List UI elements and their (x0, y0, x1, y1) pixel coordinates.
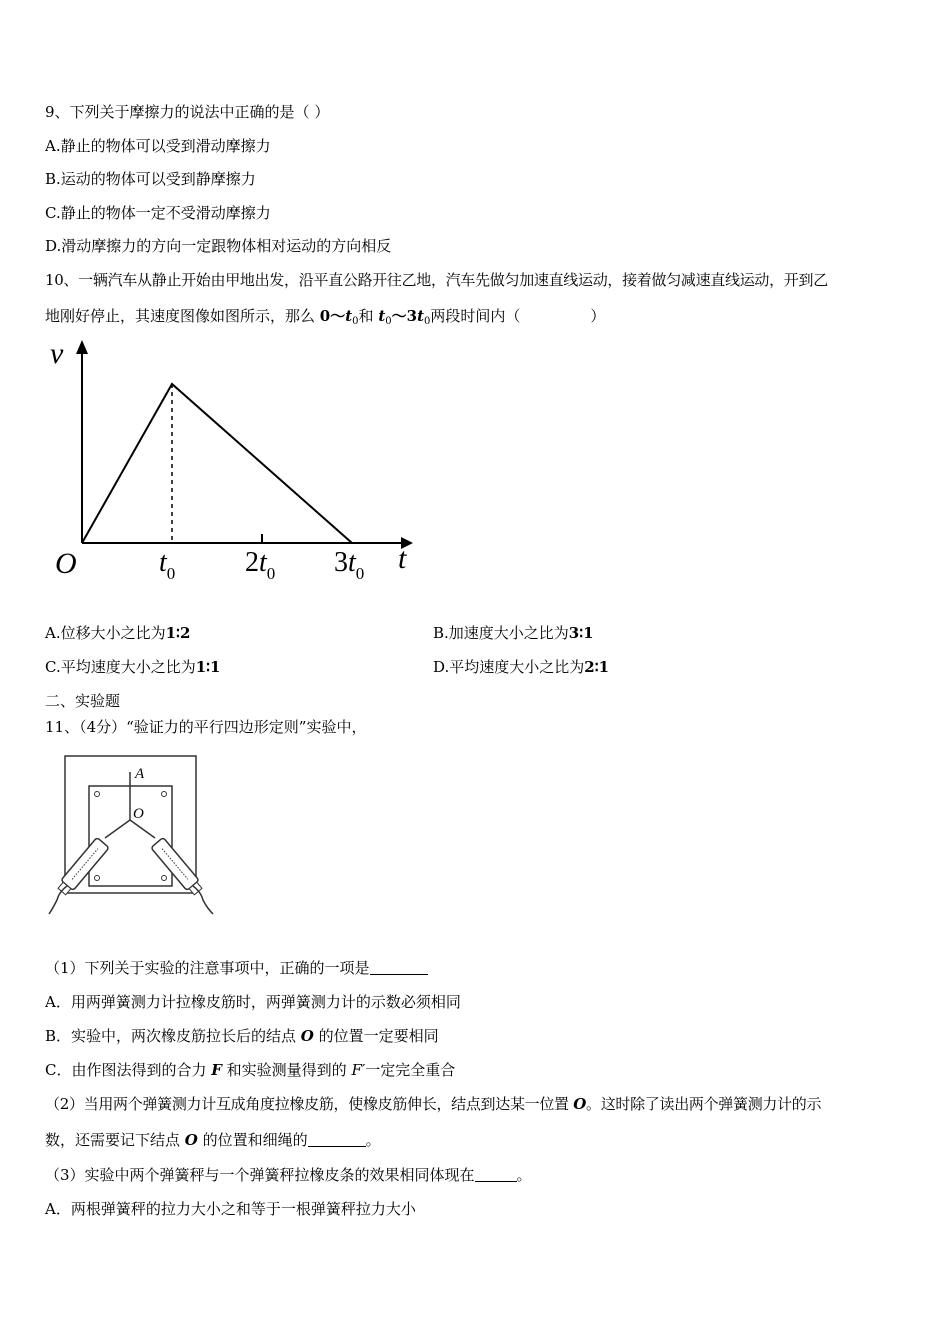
q10-option-a-text: A.位移大小之比为 (45, 624, 166, 642)
tick-label-2t0-coef: 2 (245, 547, 259, 578)
q11-part3-stem (45, 1165, 532, 1185)
experiment-figure (45, 752, 225, 922)
point-o: O (573, 1095, 586, 1113)
q10-interval1-zero: 0～ (319, 307, 346, 325)
pin (95, 792, 100, 797)
tick-label-3t0-var: t (348, 547, 356, 578)
q9-option-a: A.静止的物体可以受到滑动摩擦力 (45, 137, 271, 155)
section-title: 二、实验题 (45, 692, 121, 710)
force-f: F (211, 1061, 222, 1079)
q10-t2-sub: 0 (385, 316, 392, 327)
velocity-line (82, 384, 352, 543)
q11-stem: 11、（4分）“验证力的平行四边形定则”实验中， (45, 718, 367, 736)
q10-option-b-ratio: 3∶1 (568, 624, 594, 642)
origin-label: O (55, 547, 77, 580)
y-axis-label: v (50, 337, 64, 370)
q11-part2-line2-end: 。 (365, 1131, 381, 1149)
q11-part1-stem (45, 958, 428, 978)
tick-label-t0-sub: 0 (166, 564, 176, 583)
tick-label-2t0-var: t (259, 547, 267, 578)
q9-option-c: C.静止的物体一定不受滑动摩擦力 (45, 204, 271, 222)
tick-label-2t0-sub: 0 (266, 564, 276, 583)
q11-part2-line2-a: 数，还需要记下结点 (45, 1131, 185, 1149)
q11-part1-stem-text: （1）下列关于实验的注意事项中，正确的一项是 (45, 959, 370, 977)
tick-label-2t0 (245, 547, 275, 583)
pin (95, 876, 100, 881)
q11-part3-option-a: A．两根弹簧秤的拉力大小之和等于一根弹簧秤拉力大小 (45, 1200, 416, 1218)
q9-stem: 9、下列关于摩擦力的说法中正确的是（ ） (45, 103, 330, 121)
q10-t: t (345, 307, 353, 325)
string-left (105, 820, 130, 838)
tick-label-3t0 (334, 547, 364, 583)
q9-option-d: D.滑动摩擦力的方向一定跟物体相对运动的方向相反 (45, 237, 392, 255)
q11-part1-option-b-b: 的位置一定要相同 (313, 1027, 439, 1045)
q10-option-a (45, 623, 190, 643)
q10-option-d-text: D.平均速度大小之比为 (433, 658, 585, 676)
q10-option-b-text: B.加速度大小之比为 (433, 624, 569, 642)
q11-part2-line2 (45, 1130, 381, 1150)
string-right (130, 820, 155, 838)
q11-part2-line1-a: （2）当用两个弹簧测力计互成角度拉橡皮筋，使橡皮筋伸长，结点到达某一位置 (45, 1095, 574, 1113)
pin (162, 876, 167, 881)
q11-part2-line1 (45, 1094, 821, 1114)
q10-option-c (45, 657, 221, 677)
answer-blank (475, 1167, 517, 1182)
tick-label-3t0-sub: 0 (355, 564, 365, 583)
q10-t3: t (417, 307, 424, 325)
q10-and: 和 (358, 307, 379, 325)
label-o: O (133, 806, 144, 822)
velocity-time-graph (45, 336, 425, 596)
tick-label-t0-var: t (159, 547, 167, 578)
q11-part1-option-c-b: 和实验测量得到的 (221, 1061, 352, 1079)
q11-part1-option-c-c: 一定完全重合 (365, 1061, 456, 1079)
answer-blank (308, 1132, 366, 1147)
q10-option-c-ratio: 1∶1 (195, 658, 221, 676)
force-f-prime: F′ (351, 1061, 366, 1079)
point-o: O (300, 1027, 314, 1045)
q11-part1-option-b-a: B．实验中，两次橡皮筋拉长后的结点 (45, 1027, 301, 1045)
q11-part1-option-c-a: C．由作图法得到的合力 (45, 1061, 212, 1079)
tick-label-3t0-coef: 3 (334, 547, 348, 578)
q10-option-a-ratio: 1∶2 (165, 624, 191, 642)
q10-option-b (433, 623, 594, 643)
label-a: A (135, 766, 145, 782)
q11-part3-stem-text: （3）实验中两个弹簧秤与一个弹簧秤拉橡皮条的效果相同体现在 (45, 1166, 475, 1184)
q11-part1-option-c (45, 1060, 455, 1080)
y-axis-arrow (76, 340, 88, 354)
x-axis-label: t (398, 542, 407, 575)
q9-option-b: B.运动的物体可以受到静摩擦力 (45, 170, 256, 188)
q10-option-d-ratio: 2∶1 (584, 658, 610, 676)
q11-part2-line2-b: 的位置和细绳的 (197, 1131, 308, 1149)
q10-stem-line2 (45, 306, 605, 332)
q10-stem-line2-b: 两段时间内（ (430, 307, 521, 325)
q10-stem-line2-a: 地刚好停止，其速度图像如图所示，那么 (45, 307, 320, 325)
q10-option-d (433, 657, 609, 677)
q10-t2: t (378, 307, 386, 325)
q11-part2-line1-b: 。这时除了读出两个弹簧测力计的示 (586, 1095, 822, 1113)
q11-part1-option-b (45, 1026, 439, 1046)
q10-option-c-text: C.平均速度大小之比为 (45, 658, 196, 676)
q11-part3-stem-end: 。 (516, 1166, 532, 1184)
tick-label-t0 (159, 547, 175, 583)
answer-blank (370, 960, 428, 975)
q11-part1-option-a: A．用两弹簧测力计拉橡皮筋时，两弹簧测力计的示数必须相同 (45, 993, 461, 1011)
q10-t3-sub: 0 (424, 316, 431, 327)
pin (162, 792, 167, 797)
point-o: O (184, 1131, 198, 1149)
q10-stem-line1: 10、一辆汽车从静止开始由甲地出发，沿平直公路开往乙地，汽车先做匀加速直线运动，接着做匀减速直线运动，开到乙 (45, 271, 828, 289)
q10-stem-close: ） (590, 307, 606, 325)
q10-interval2-mid: ～3 (391, 307, 418, 325)
q10-t-sub: 0 (352, 316, 359, 327)
